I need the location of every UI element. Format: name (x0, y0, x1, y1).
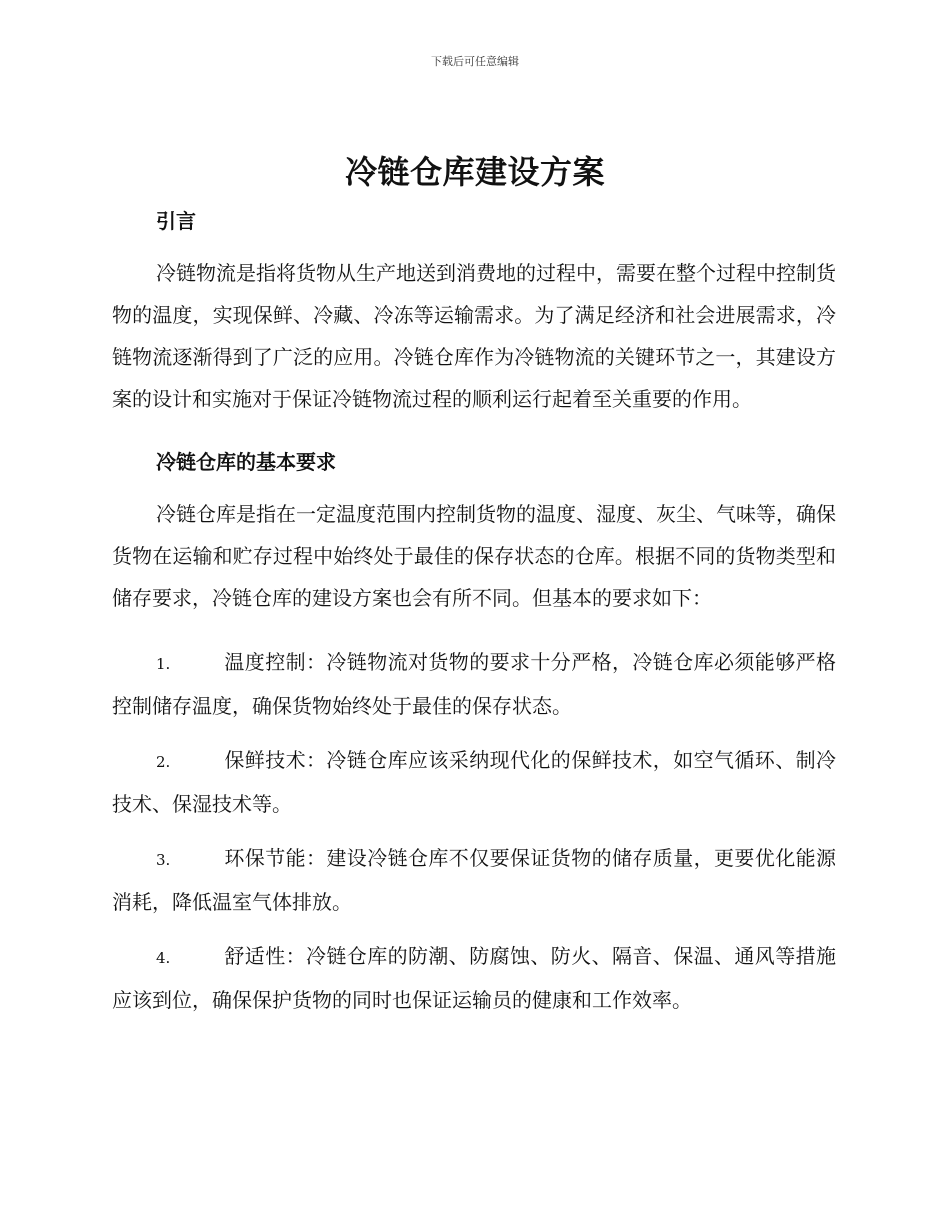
basic-requirements-paragraph: 冷链仓库是指在一定温度范围内控制货物的温度、湿度、灰尘、气味等，确保货物在运输和贮存过程中始终处于最佳的保存状态的仓库。根据不同的货物类型和储存要求，冷链仓库的建设方案也会有所不同。但基本的要求如下： (112, 502, 836, 610)
requirement-text: 温度控制：冷链物流对货物的要求十分严格，冷链仓库必须能够严格控制储存温度，确保货物始终处于最佳的保存状态。 (112, 650, 836, 718)
spacer (112, 241, 836, 252)
requirement-number: 2. (156, 753, 171, 771)
section-heading-basic-requirements: 冷链仓库的基本要求 (156, 450, 336, 474)
requirement-text: 保鲜技术：冷链仓库应该采纳现代化的保鲜技术，如空气循环、制冷技术、保湿技术等。 (112, 748, 836, 816)
spacer (112, 482, 836, 493)
requirement-number: 3. (156, 851, 171, 869)
requirement-text-block (112, 935, 836, 1021)
requirement-number: 1. (156, 655, 171, 673)
requirement-number: 4. (156, 949, 171, 967)
requirement-text-block (112, 837, 836, 923)
introduction-paragraph: 冷链物流是指将货物从生产地送到消费地的过程中，需要在整个过程中控制货物的温度，实现保鲜、冷藏、冷冻等运输需求。为了满足经济和社会进展需求，冷链物流逐渐得到了广泛的应用。冷链仓库作为冷链物流的关键环节之一，其建设方案的设计和实施对于保证冷链物流过程的顺利运行起着至关重要的作用。 (112, 261, 836, 411)
requirement-item (112, 837, 836, 923)
requirement-text: 舒适性：冷链仓库的防潮、防腐蚀、防火、隔音、保温、通风等措施应该到位，确保保护货物的同时也保证运输员的健康和工作效率。 (112, 944, 836, 1012)
section-heading-introduction: 引言 (156, 209, 196, 233)
document-body (112, 201, 836, 1033)
header-note: 下载后可任意编辑 (431, 55, 519, 68)
spacer (112, 619, 836, 641)
requirement-text-block (112, 739, 836, 825)
document-title: 冷链仓库建设方案 (344, 153, 605, 191)
spacer (112, 420, 836, 442)
requirement-item (112, 935, 836, 1021)
requirement-text: 环保节能：建设冷链仓库不仅要保证货物的储存质量，更要优化能源消耗，降低温室气体排放。 (112, 846, 836, 914)
requirement-item (112, 739, 836, 825)
requirement-text-block (112, 641, 836, 727)
requirement-item (112, 641, 836, 727)
